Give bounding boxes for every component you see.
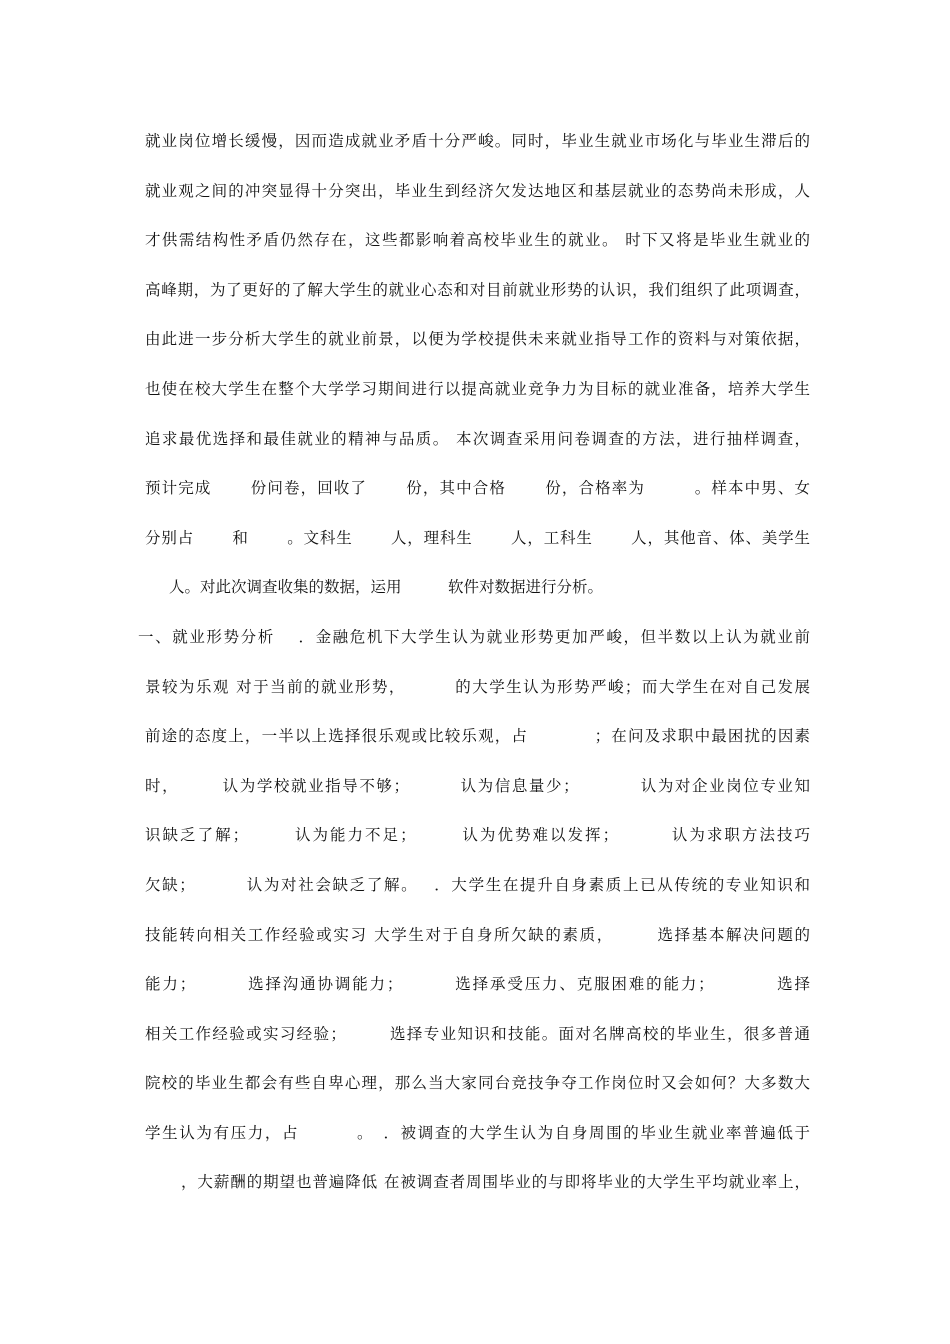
text-line: 景较为乐观 对于当前的就业形势， 的大学生认为形势严峻；而大学生在对自己发展 (145, 677, 810, 696)
text-line: 相关工作经验或实习经验； 选择专业知识和技能。面对名牌高校的毕业生，很多普通 (145, 1024, 810, 1043)
text-line: 分别占 和 。文科生 人，理科生 人，工科生 人，其他音、体、美学生 (145, 528, 810, 547)
text-line: 前途的态度上，一半以上选择很乐观或比较乐观，占 ；在问及求职中最困扰的因素 (145, 727, 810, 746)
text-line: 识缺乏了解； 认为能力不足； 认为优势难以发挥； 认为求职方法技巧 (145, 826, 810, 845)
text-line: 人。对此次调查收集的数据，运用 软件对数据进行分析。 (169, 578, 604, 597)
body-text (138, 126, 810, 1217)
text-line: 能力； 选择沟通协调能力； 选择承受压力、克服困难的能力； 选择 (145, 975, 810, 994)
text-line: 由此进一步分析大学生的就业前景，以便为学校提供未来就业指导工作的资料与对策依据， (145, 330, 810, 349)
text-line: 高峰期，为了更好的了解大学生的就业心态和对目前就业形势的认识，我们组织了此项调查， (145, 280, 810, 299)
text-line: 就业观之间的冲突显得十分突出，毕业生到经济欠发达地区和基层就业的态势尚未形成，人 (145, 181, 810, 200)
text-line: 技能转向相关工作经验或实习 大学生对于自身所欠缺的素质， 选择基本解决问题的 (145, 925, 810, 944)
text-line: 学生认为有压力，占 。 ．被调查的大学生认为自身周围的毕业生就业率普遍低于 (145, 1123, 810, 1142)
text-line: 也使在校大学生在整个大学学习期间进行以提高就业竞争力为目标的就业准备，培养大学生 (145, 379, 810, 398)
text-line: 追求最优选择和最佳就业的精神与品质。 本次调查采用问卷调查的方法，进行抽样调查， (145, 429, 810, 448)
text-line: 就业岗位增长缓慢，因而造成就业矛盾十分严峻。同时，毕业生就业市场化与毕业生滞后的 (145, 132, 810, 150)
text-line: 时， 认为学校就业指导不够； 认为信息量少； 认为对企业岗位专业知 (145, 776, 810, 795)
text-line: 预计完成 份问卷，回收了 份，其中合格 份，合格率为 。样本中男、女 (145, 479, 810, 498)
text-line: 才供需结构性矛盾仍然存在，这些都影响着高校毕业生的就业。 时下又将是毕业生就业的 (145, 231, 810, 250)
text-line: 院校的毕业生都会有些自卑心理，那么当大家同台竞技争夺工作岗位时又会如何？大多数大 (145, 1074, 810, 1093)
section-heading-line: 一、就业形势分析 ．金融危机下大学生认为就业形势更加严峻，但半数以上认为就业前 (138, 627, 810, 646)
text-line: ，大薪酬的期望也普遍降低 在被调查者周围毕业的与即将毕业的大学生平均就业率上， (181, 1173, 810, 1192)
text-line: 欠缺； 认为对社会缺乏了解。 ．大学生在提升自身素质上已从传统的专业知识和 (145, 875, 810, 894)
